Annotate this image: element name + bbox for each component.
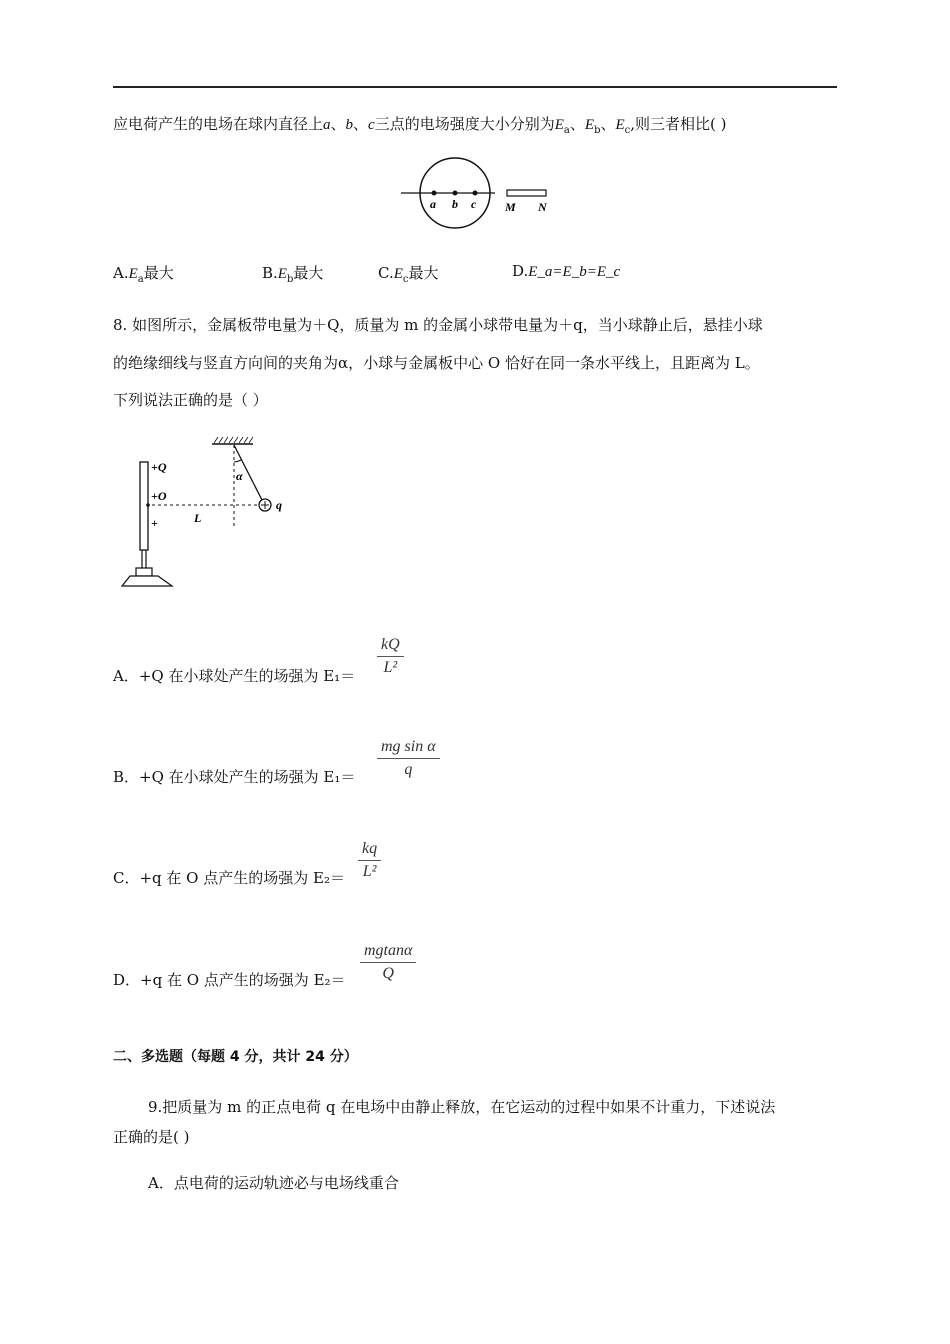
q7-option-b: $B.E_b$最大 xyxy=(262,264,324,285)
q8-pendulum-figure xyxy=(112,434,302,592)
fraction-denominator: L² xyxy=(362,863,377,880)
fraction-numerator: mgtanα xyxy=(360,942,416,963)
point-a xyxy=(432,191,437,196)
label-c: c xyxy=(471,197,477,211)
label-q: q xyxy=(276,498,282,512)
q8-option-a-fraction xyxy=(377,636,404,677)
rod-MN xyxy=(507,190,546,196)
q8-line-3: 下列说法正确的是（ ） xyxy=(113,391,268,409)
label-plus-Q: +Q xyxy=(151,460,167,474)
stand-block xyxy=(136,568,152,576)
point-O xyxy=(146,503,150,507)
point-c xyxy=(473,191,478,196)
q7-sphere-figure xyxy=(395,155,565,233)
q8-option-c-fraction xyxy=(358,840,381,881)
fraction-denominator: q xyxy=(404,761,413,778)
q7-option-d: D.E_a=E_b=E_c xyxy=(512,262,621,280)
q8-line-1: 8. 如图所示，金属板带电量为＋Q，质量为 m 的金属小球带电量为＋q，当小球静止后，悬挂小球 xyxy=(113,316,763,334)
section-title: 二、多选题（每题 4 分，共计 24 分） xyxy=(113,1049,358,1065)
stand-base xyxy=(122,576,172,586)
q7-option-a: $A.E_a$最大 xyxy=(113,264,174,285)
label-a: a xyxy=(430,197,436,211)
q9-line-2: 正确的是( ) xyxy=(113,1128,190,1146)
point-b xyxy=(453,191,458,196)
fraction-numerator: mg sin α xyxy=(377,738,440,759)
q8-line-2: 的绝缘细线与竖直方向间的夹角为α，小球与金属板中心 O 恰好在同一条水平线上，且距离为 L。 xyxy=(113,354,760,372)
label-plus-O: +O xyxy=(151,489,167,503)
label-M: M xyxy=(505,200,516,214)
fraction-denominator: L² xyxy=(383,659,398,676)
label-N: N xyxy=(538,200,547,214)
q8-option-b-fraction xyxy=(377,738,440,779)
fraction-numerator: kq xyxy=(358,840,381,861)
q9-option-a: A．点电荷的运动轨迹必与电场线重合 xyxy=(148,1174,399,1192)
label-alpha: α xyxy=(236,469,243,483)
fraction-numerator: kQ xyxy=(377,636,404,657)
q8-option-b: B．+Q 在小球处产生的场强为 E₁＝ xyxy=(113,768,356,786)
label-L: L xyxy=(194,511,202,525)
q8-option-c: C．+q 在 O 点产生的场强为 E₂＝ xyxy=(113,869,345,887)
fraction-denominator: Q xyxy=(382,965,394,982)
q8-option-d: D．+q 在 O 点产生的场强为 E₂＝ xyxy=(113,971,346,989)
alpha-arc xyxy=(234,460,241,462)
ceiling-hatch xyxy=(214,437,253,443)
q7-option-c: $C.E_c$最大 xyxy=(378,264,439,285)
q9-line-1: 9.把质量为 m 的正点电荷 q 在电场中由静止释放，在它运动的过程中如果不计重力，下述说法 xyxy=(148,1098,776,1116)
label-b: b xyxy=(452,197,458,211)
q8-option-a: A．+Q 在小球处产生的场强为 E₁＝ xyxy=(113,667,356,685)
label-plus: + xyxy=(151,516,158,530)
q7-question-line: 应电荷产生的电场在球内直径上a、b、c三点的电场强度大小分别为$E_a$、$E_b$、$E_c$,则三者相比( ) xyxy=(113,115,727,136)
q8-option-d-fraction xyxy=(360,942,416,983)
header-rule xyxy=(113,86,837,88)
